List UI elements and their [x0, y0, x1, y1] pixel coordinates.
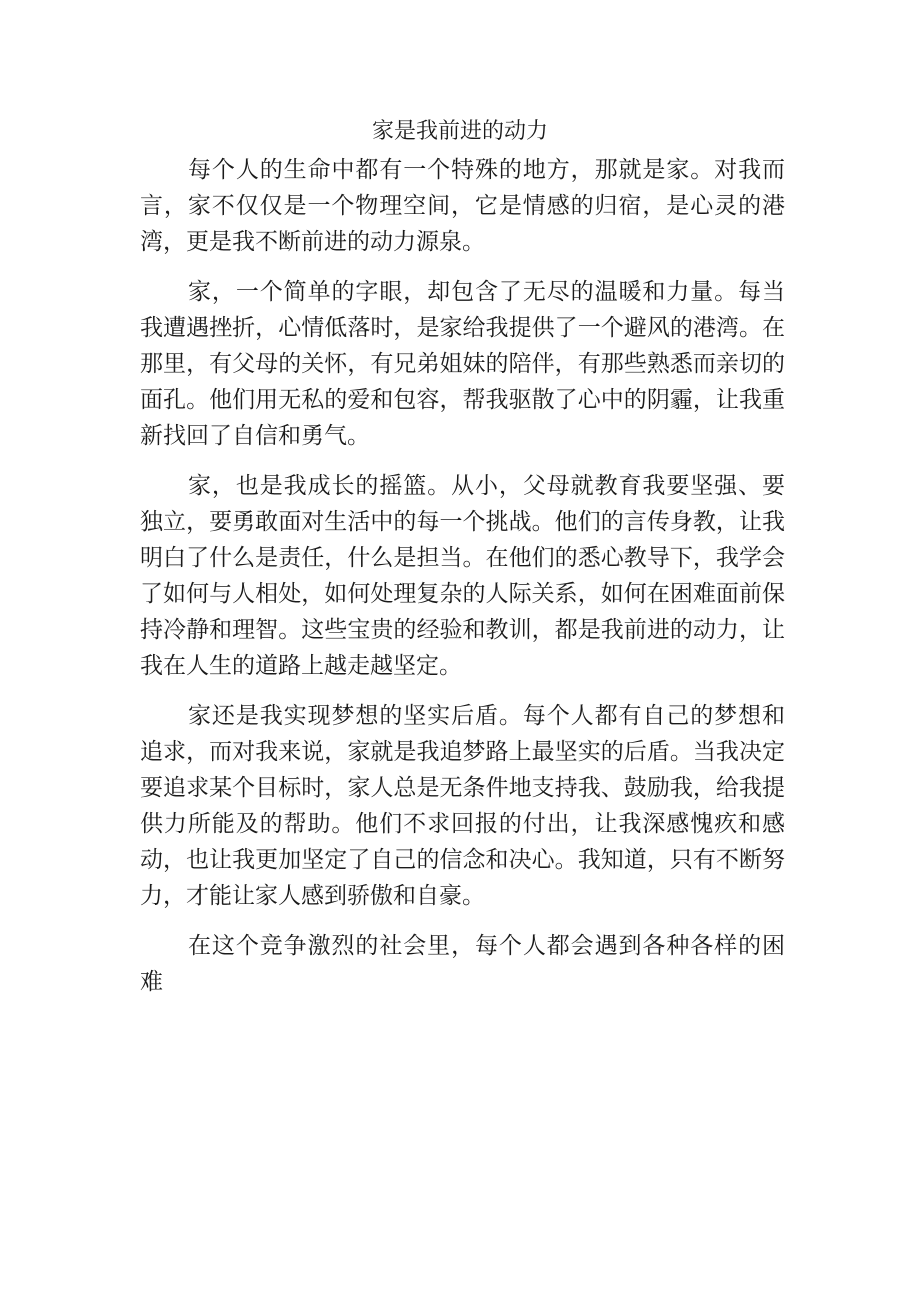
paragraph-4: 家还是我实现梦想的坚实后盾。每个人都有自己的梦想和追求，而对我来说，家就是我追梦路上最坚实的后盾。当我决定要追求某个目标时，家人总是无条件地支持我、鼓励我，给我提供力所能及的帮助。他们不求回报的付出，让我深感愧疚和感动，也让我更加坚定了自己的信念和决心。我知道，只有不断努力，才能让家人感到骄傲和自豪。 [140, 703, 785, 909]
paragraph-1: 每个人的生命中都有一个特殊的地方，那就是家。对我而言，家不仅仅是一个物理空间，它是情感的归宿，是心灵的港湾，更是我不断前进的动力源泉。 [140, 157, 785, 255]
paragraph-3: 家，也是我成长的摇篮。从小，父母就教育我要坚强、要独立，要勇敢面对生活中的每一个挑战。他们的言传身教，让我明白了什么是责任，什么是担当。在他们的悉心教导下，我学会了如何与人相处，如何处理复杂的人际关系，如何在困难面前保持冷静和理智。这些宝贵的经验和教训，都是我前进的动力，让我在人生的道路上越走越坚定。 [140, 473, 785, 679]
paragraph-2: 家，一个简单的字眼，却包含了无尽的温暖和力量。每当我遭遇挫折，心情低落时，是家给我提供了一个避风的港湾。在那里，有父母的关怀，有兄弟姐妹的陪伴，有那些熟悉而亲切的面孔。他们用无私的爱和包容，帮我驱散了心中的阴霾，让我重新找回了自信和勇气。 [140, 279, 785, 449]
paragraph-5: 在这个竞争激烈的社会里，每个人都会遇到各种各样的困难 [140, 933, 785, 995]
document-title: 家是我前进的动力 [371, 119, 548, 144]
document-body [140, 152, 785, 1014]
